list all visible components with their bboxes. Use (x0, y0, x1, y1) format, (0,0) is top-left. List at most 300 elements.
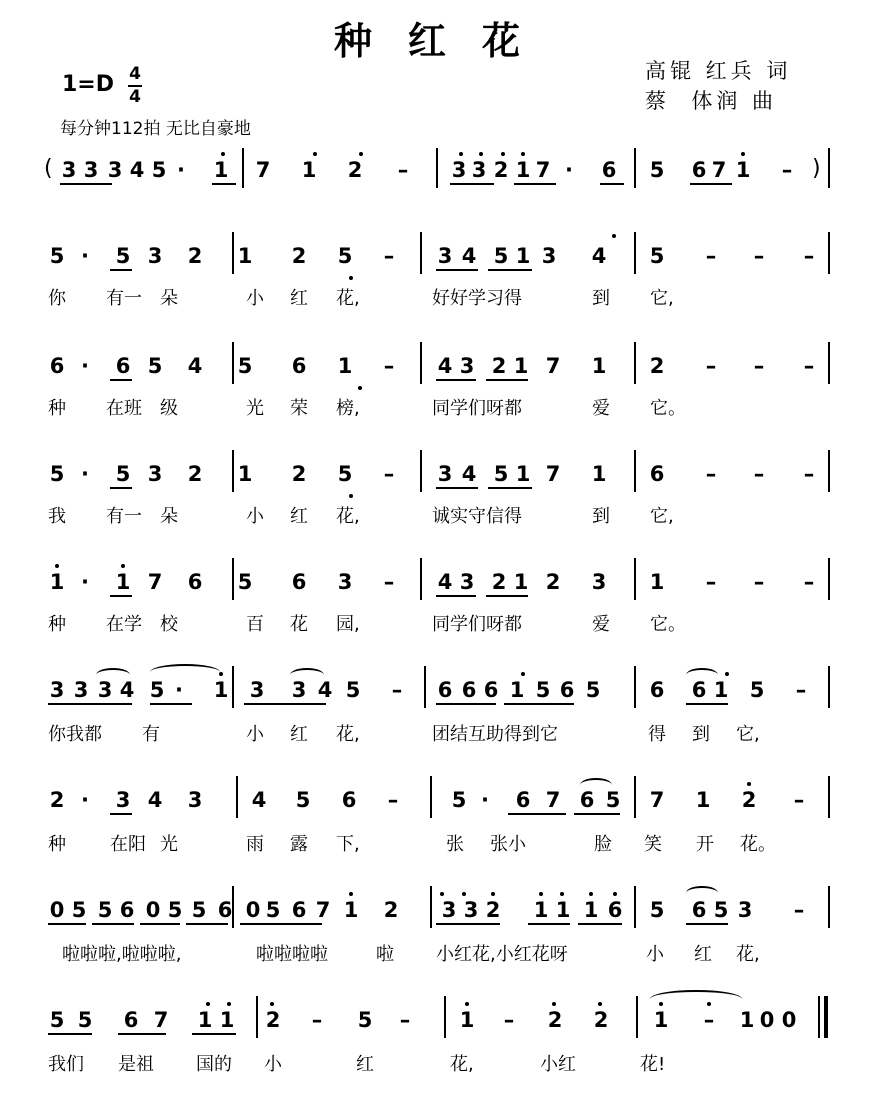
score-note: 6 (341, 788, 357, 812)
score-note: · (175, 678, 183, 702)
underline-beam (244, 703, 326, 705)
barline (634, 776, 636, 818)
barline (634, 232, 636, 274)
lyric-text: 同学们呀都 (432, 614, 522, 635)
underline-beam (436, 595, 476, 597)
score-note: 4 (251, 788, 267, 812)
lyricist-credit: 高锟 红兵 词 (645, 59, 792, 83)
barline (828, 148, 830, 188)
score-note: 1 (115, 570, 131, 594)
lyric-text: 花 (290, 614, 308, 635)
underline-beam (574, 813, 620, 815)
lyric-text: 雨 (246, 834, 264, 855)
score-note: 5 (49, 1008, 65, 1032)
score-note: 0 (781, 1008, 797, 1032)
lyric-text: 露 (290, 834, 308, 855)
lyric-text: 小红 (540, 1054, 576, 1075)
score-note: 7 (153, 1008, 169, 1032)
score-note: 5 (493, 244, 509, 268)
lyric-text: 在班 (106, 398, 142, 419)
octave-dot (227, 1002, 231, 1006)
final-barline-thick (824, 996, 828, 1038)
lyric-text: 小 (646, 944, 664, 965)
score-note: 2 (545, 570, 561, 594)
underline-beam (450, 183, 494, 185)
score-note: 2 (383, 898, 399, 922)
score-note: – (753, 354, 765, 378)
barline (634, 558, 636, 600)
score-note: 6 (123, 1008, 139, 1032)
score-note: 3 (441, 898, 457, 922)
score-note: 2 (593, 1008, 609, 1032)
barline (232, 342, 234, 384)
octave-dot (501, 152, 505, 156)
score-note: 5 (49, 462, 65, 486)
score-note: 5 (237, 354, 253, 378)
intro-note: · (177, 158, 185, 182)
score-note: 1 (237, 244, 253, 268)
barline (236, 776, 238, 818)
underline-beam (118, 1033, 166, 1035)
lyric-text: 在阳 (110, 834, 146, 855)
barline (828, 558, 830, 600)
score-note: 5 (337, 244, 353, 268)
score-note: 6 (187, 570, 203, 594)
lyric-text: 得 (648, 724, 666, 745)
slur-arc (150, 664, 220, 680)
score-note: 5 (295, 788, 311, 812)
intro-note: 3 (471, 158, 487, 182)
octave-dot (121, 564, 125, 568)
score-note: 0 (759, 1008, 775, 1032)
score-note: 5 (77, 1008, 93, 1032)
score-note: 1 (739, 1008, 755, 1032)
intro-note: 3 (107, 158, 123, 182)
score-note: 5 (649, 244, 665, 268)
score-note: 4 (119, 678, 135, 702)
barline (444, 996, 446, 1038)
barline (420, 342, 422, 384)
underline-beam (110, 595, 132, 597)
lyric-text: 我 (48, 506, 66, 527)
intro-close-paren: ) (812, 156, 821, 181)
score-note: 1 (533, 898, 549, 922)
score-note: 5 (337, 462, 353, 486)
intro-note: 6 (601, 158, 617, 182)
score-note: 2 (265, 1008, 281, 1032)
barline (232, 558, 234, 600)
score-note: 5 (97, 898, 113, 922)
score-note: 7 (545, 462, 561, 486)
lyric-text: 红 (356, 1054, 374, 1075)
score-note: 1 (337, 354, 353, 378)
barline (232, 666, 234, 708)
underline-beam (150, 703, 192, 705)
score-note: 5 (115, 462, 131, 486)
score-note: 1 (459, 1008, 475, 1032)
score-note: 1 (213, 678, 229, 702)
underline-beam (60, 183, 112, 185)
score-note: 1 (591, 462, 607, 486)
score-note: 4 (461, 462, 477, 486)
lyric-text: 爱 (592, 398, 610, 419)
score-note: · (81, 570, 89, 594)
score-note: – (383, 354, 395, 378)
score-note: – (705, 244, 717, 268)
underline-beam (436, 269, 478, 271)
lyric-text: 百 (246, 614, 264, 635)
score-note: · (481, 788, 489, 812)
score-note: 6 (559, 678, 575, 702)
barline (634, 342, 636, 384)
lyric-text: 它。 (650, 398, 686, 419)
score-note: 3 (73, 678, 89, 702)
score-note: 2 (291, 244, 307, 268)
underline-beam (686, 923, 728, 925)
lyric-text: 红 (694, 944, 712, 965)
octave-dot (598, 1002, 602, 1006)
lyric-text: 它, (650, 506, 674, 527)
tempo-marking: 每分钟112拍 无比自豪地 (60, 119, 251, 139)
score-note: 1 (237, 462, 253, 486)
slur-arc (290, 668, 324, 682)
lyric-text: 朵 (160, 288, 178, 309)
underline-beam (48, 923, 86, 925)
lyric-text: 小红花,小红花呀 (436, 944, 568, 965)
score-note: 0 (49, 898, 65, 922)
score-note: 3 (437, 244, 453, 268)
score-note: – (705, 462, 717, 486)
lyric-text: 啦啦啦啦 (256, 944, 328, 965)
barline (232, 886, 234, 928)
lyric-text: 好好学习得 (432, 288, 522, 309)
lyric-text: 花。 (740, 834, 776, 855)
intro-note: 7 (711, 158, 727, 182)
intro-note: 3 (83, 158, 99, 182)
underline-beam (48, 1033, 92, 1035)
lyric-text: 花, (736, 944, 760, 965)
slur-arc (686, 886, 718, 900)
underline-beam (92, 923, 134, 925)
score-note: 1 (555, 898, 571, 922)
underline-beam (436, 487, 478, 489)
score-note: – (803, 462, 815, 486)
underline-beam (110, 487, 132, 489)
intro-open-paren: ( (44, 156, 53, 181)
score-note: 7 (649, 788, 665, 812)
score-note: 5 (493, 462, 509, 486)
underline-beam (686, 703, 728, 705)
octave-dot (358, 386, 362, 390)
lyric-text: 笑 (644, 834, 662, 855)
octave-dot (747, 782, 751, 786)
lyric-text: 花! (640, 1054, 666, 1075)
lyric-text: 小 (246, 288, 264, 309)
score-note: 3 (115, 788, 131, 812)
lyric-text: 到 (592, 506, 610, 527)
score-note: – (383, 462, 395, 486)
lyric-text: 种 (48, 398, 66, 419)
score-note: – (753, 244, 765, 268)
octave-dot (613, 892, 617, 896)
barline (420, 232, 422, 274)
score-note: 1 (713, 678, 729, 702)
score-note: 1 (513, 354, 529, 378)
score-note: 3 (291, 678, 307, 702)
lyric-text: 小 (264, 1054, 282, 1075)
score-note: 1 (513, 570, 529, 594)
score-note: 2 (49, 788, 65, 812)
underline-beam (508, 813, 566, 815)
score-note: 2 (741, 788, 757, 812)
time-signature-top: 4 (129, 64, 141, 84)
intro-note: 6 (691, 158, 707, 182)
score-note: 6 (579, 788, 595, 812)
score-note: 2 (491, 570, 507, 594)
octave-dot (221, 152, 225, 156)
score-note: 7 (545, 354, 561, 378)
score-note: 7 (545, 788, 561, 812)
score-note: – (753, 462, 765, 486)
barline (430, 776, 432, 818)
slur-arc (96, 668, 130, 682)
barline (828, 450, 830, 492)
score-note: 2 (485, 898, 501, 922)
score-note: – (503, 1008, 515, 1032)
lyric-text: 张 (446, 834, 464, 855)
barline (430, 886, 432, 928)
score-note: 1 (695, 788, 711, 812)
score-note: 3 (737, 898, 753, 922)
lyric-text: 种 (48, 834, 66, 855)
score-note: 6 (119, 898, 135, 922)
underline-beam (436, 379, 476, 381)
octave-dot (539, 892, 543, 896)
score-note: 5 (167, 898, 183, 922)
octave-dot (349, 892, 353, 896)
underline-beam (186, 923, 228, 925)
score-note: 1 (343, 898, 359, 922)
score-note: 5 (71, 898, 87, 922)
score-note: – (793, 788, 805, 812)
key-signature: 1=D (62, 72, 115, 97)
score-note: 1 (583, 898, 599, 922)
intro-note: 7 (535, 158, 551, 182)
score-note: – (383, 570, 395, 594)
underline-beam (192, 1033, 236, 1035)
octave-dot (459, 152, 463, 156)
score-note: – (803, 570, 815, 594)
score-note: 2 (491, 354, 507, 378)
score-note: 4 (187, 354, 203, 378)
intro-note: 3 (61, 158, 77, 182)
barline (634, 886, 636, 928)
score-note: 0 (145, 898, 161, 922)
underline-beam (514, 183, 556, 185)
score-note: 3 (437, 462, 453, 486)
underline-beam (600, 183, 624, 185)
score-note: 6 (115, 354, 131, 378)
score-note: – (311, 1008, 323, 1032)
lyric-text: 光 (160, 834, 178, 855)
underline-beam (110, 379, 132, 381)
lyric-text: 到 (692, 724, 710, 745)
octave-dot (521, 672, 525, 676)
octave-dot (491, 892, 495, 896)
lyric-text: 它。 (650, 614, 686, 635)
lyric-text: 花, (336, 288, 360, 309)
barline (818, 996, 820, 1038)
score-note: – (391, 678, 403, 702)
lyric-text: 荣 (290, 398, 308, 419)
score-note: 5 (147, 354, 163, 378)
lyric-text: 红 (290, 506, 308, 527)
score-note: 5 (357, 1008, 373, 1032)
barline (256, 996, 258, 1038)
score-note: 5 (265, 898, 281, 922)
lyric-text: 花, (450, 1054, 474, 1075)
score-note: 6 (649, 678, 665, 702)
lyric-text: 同学们呀都 (432, 398, 522, 419)
lyric-text: 红 (290, 724, 308, 745)
octave-dot (612, 234, 616, 238)
lyric-text: 园, (336, 614, 360, 635)
underline-beam (488, 487, 532, 489)
lyric-text: 团结互助得到它 (432, 724, 558, 745)
score-note: – (705, 570, 717, 594)
score-note: 3 (463, 898, 479, 922)
intro-note: – (397, 158, 409, 182)
intro-note: – (781, 158, 793, 182)
score-note: 3 (459, 354, 475, 378)
score-note: 5 (605, 788, 621, 812)
score-note: 1 (219, 1008, 235, 1032)
lyric-text: 花, (336, 506, 360, 527)
lyric-text: 啦啦啦,啦啦啦, (62, 944, 182, 965)
lyric-text: 你 (48, 288, 66, 309)
lyric-text: 诚实守信得 (432, 506, 522, 527)
score-note: 4 (437, 570, 453, 594)
score-note: 3 (591, 570, 607, 594)
score-note: 3 (147, 244, 163, 268)
score-note: 5 (749, 678, 765, 702)
lyric-text: 张小 (490, 834, 526, 855)
octave-dot (440, 892, 444, 896)
underline-beam (486, 595, 528, 597)
intro-note: 2 (493, 158, 509, 182)
score-note: 3 (49, 678, 65, 702)
octave-dot (55, 564, 59, 568)
barline (420, 558, 422, 600)
score-note: · (81, 244, 89, 268)
lyric-text: 有一 (106, 288, 142, 309)
barline (828, 342, 830, 384)
lyric-text: 花, (336, 724, 360, 745)
octave-dot (270, 1002, 274, 1006)
score-note: 6 (291, 354, 307, 378)
barline (242, 148, 244, 188)
slur-arc (686, 668, 718, 682)
score-note: 3 (541, 244, 557, 268)
score-note: 6 (607, 898, 623, 922)
score-note: 2 (547, 1008, 563, 1032)
octave-dot (462, 892, 466, 896)
intro-note: 1 (213, 158, 229, 182)
barline (424, 666, 426, 708)
underline-beam (436, 703, 496, 705)
score-note: 3 (459, 570, 475, 594)
octave-dot (313, 152, 317, 156)
lyric-text: 级 (160, 398, 178, 419)
octave-dot (359, 152, 363, 156)
score-note: 4 (437, 354, 453, 378)
composer-credit: 蔡 体润 曲 (645, 89, 778, 113)
score-note: 6 (291, 570, 307, 594)
score-note: 5 (149, 678, 165, 702)
lyric-text: 在学 (106, 614, 142, 635)
score-note: 1 (653, 1008, 669, 1032)
score-note: 6 (291, 898, 307, 922)
lyric-text: 小 (246, 724, 264, 745)
score-note: 4 (317, 678, 333, 702)
score-note: 6 (483, 678, 499, 702)
lyric-text: 它, (650, 288, 674, 309)
lyric-text: 脸 (594, 834, 612, 855)
score-note: 3 (97, 678, 113, 702)
lyric-text: 我们 (48, 1054, 84, 1075)
score-note: – (703, 1008, 715, 1032)
lyric-text: 你我都 (48, 724, 102, 745)
score-note: – (803, 354, 815, 378)
score-note: 3 (249, 678, 265, 702)
score-note: 6 (691, 898, 707, 922)
slur-arc (650, 990, 742, 1008)
underline-beam (578, 923, 622, 925)
score-note: 1 (509, 678, 525, 702)
score-note: 4 (461, 244, 477, 268)
underline-beam (110, 813, 132, 815)
score-note: 2 (187, 244, 203, 268)
octave-dot (521, 152, 525, 156)
lyric-text: 光 (246, 398, 264, 419)
intro-note: 3 (451, 158, 467, 182)
score-note: 5 (585, 678, 601, 702)
intro-note: 1 (515, 158, 531, 182)
score-note: 4 (147, 788, 163, 812)
score-note: – (383, 244, 395, 268)
score-note: 2 (649, 354, 665, 378)
score-note: 6 (649, 462, 665, 486)
score-note: 2 (187, 462, 203, 486)
slur-arc (580, 778, 612, 792)
octave-dot (552, 1002, 556, 1006)
score-note: · (81, 788, 89, 812)
octave-dot (725, 672, 729, 676)
lyric-text: 朵 (160, 506, 178, 527)
barline (634, 450, 636, 492)
score-note: · (81, 462, 89, 486)
lyric-text: 有 (142, 724, 160, 745)
lyric-text: 国的 (196, 1054, 232, 1075)
song-title: 种红花 (334, 18, 557, 63)
score-note: 5 (451, 788, 467, 812)
underline-beam (110, 269, 132, 271)
barline (436, 148, 438, 188)
lyric-text: 榜, (336, 398, 360, 419)
octave-dot (741, 152, 745, 156)
score-note: 5 (345, 678, 361, 702)
underline-beam (486, 379, 528, 381)
